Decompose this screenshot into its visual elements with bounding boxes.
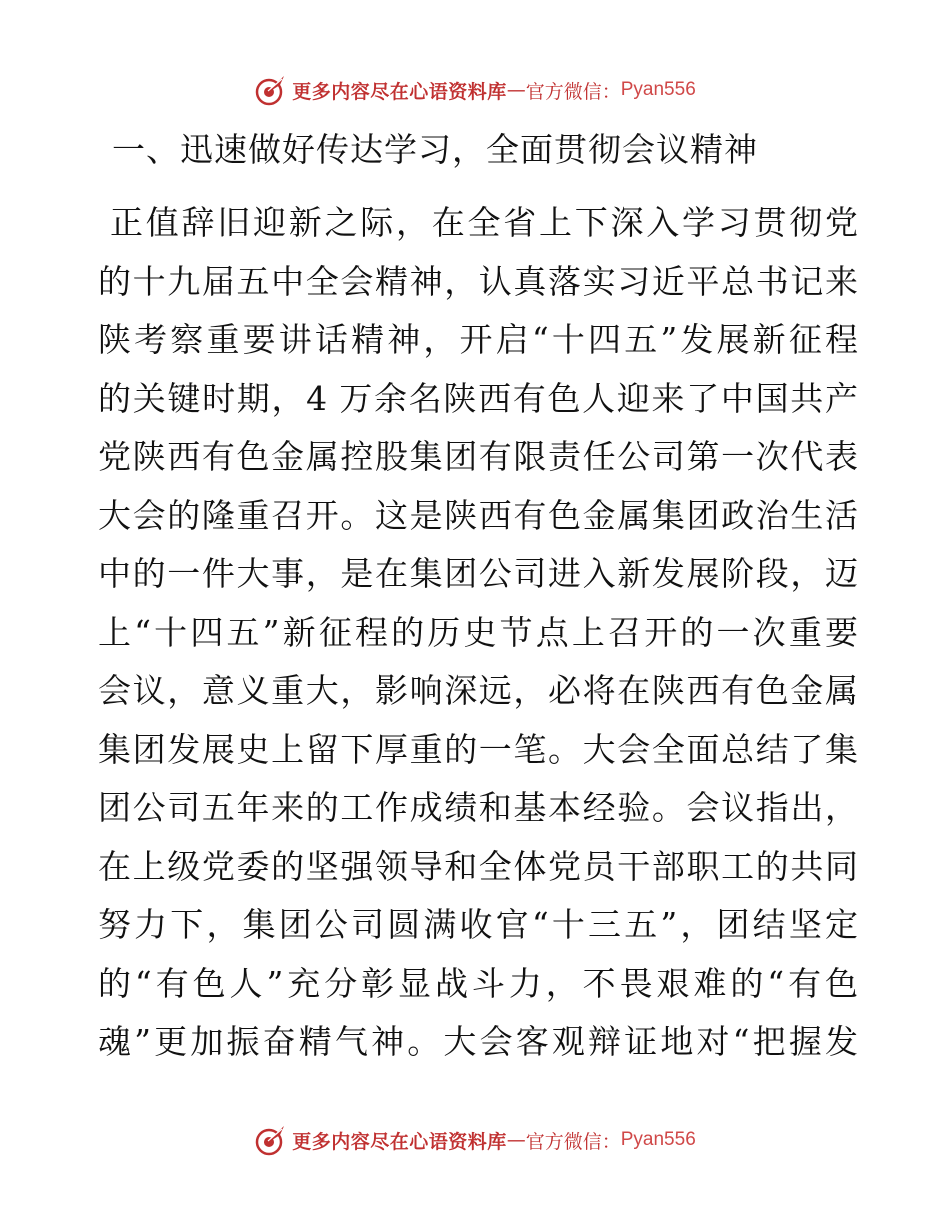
paragraph-line: 上“十四五”新征程的历史节点上召开的一次重要 bbox=[98, 612, 858, 652]
paragraph-line: 在上级党委的坚强领导和全体党员干部职工的共同 bbox=[98, 846, 858, 886]
paragraph-line: 的十九届五中全会精神，认真落实习近平总书记来 bbox=[98, 261, 858, 301]
banner-label: 官方微信： bbox=[525, 1130, 621, 1153]
banner-brand-text: 更多内容尽在心语资料库 bbox=[292, 80, 507, 103]
paragraph-line: 会议，意义重大，影响深远，必将在陕西有色金属 bbox=[98, 671, 858, 710]
paragraph-line: 党陕西有色金属控股集团有限责任公司第一次代表 bbox=[98, 437, 858, 476]
quill-logo-icon bbox=[254, 73, 288, 107]
banner-account: Pyan556 bbox=[620, 79, 696, 100]
paragraph-line: 陕考察重要讲话精神，开启“十四五”发展新征程 bbox=[98, 320, 858, 359]
banner-brand-text: 更多内容尽在心语资料库 bbox=[292, 1130, 507, 1153]
body-paragraph bbox=[98, 194, 858, 1072]
paragraph-line: 魂”更加振奋精气神。大会客观辩证地对“把握发 bbox=[98, 1022, 858, 1061]
paragraph-line: 正值辞旧迎新之际，在全省上下深入学习贯彻党 bbox=[110, 203, 858, 242]
footer-watermark-banner bbox=[0, 1120, 950, 1160]
banner-account: Pyan556 bbox=[620, 1129, 696, 1150]
quill-logo-icon bbox=[254, 1123, 288, 1157]
section-heading: 一、迅速做好传达学习，全面贯彻会议精神 bbox=[112, 130, 758, 169]
paragraph-line: 集团发展史上留下厚重的一笔。大会全面总结了集 bbox=[98, 729, 858, 769]
paragraph-line: 中的一件大事，是在集团公司进入新发展阶段，迈 bbox=[98, 554, 858, 593]
paragraph-line: 的“有色人”充分彰显战斗力，不畏艰难的“有色 bbox=[98, 963, 858, 1003]
paragraph-line: 团公司五年来的工作成绩和基本经验。会议指出， bbox=[98, 788, 858, 827]
paragraph-line: 大会的隆重召开。这是陕西有色金属集团政治生活 bbox=[98, 495, 858, 535]
header-watermark-banner bbox=[0, 70, 950, 110]
paragraph-line: 努力下，集团公司圆满收官“十三五”，团结坚定 bbox=[98, 905, 858, 944]
banner-dash: — bbox=[506, 79, 526, 101]
paragraph-line: 的关键时期，4 万余名陕西有色人迎来了中国共产 bbox=[98, 378, 858, 418]
banner-dash: — bbox=[506, 1129, 526, 1151]
banner-label: 官方微信： bbox=[525, 80, 621, 103]
